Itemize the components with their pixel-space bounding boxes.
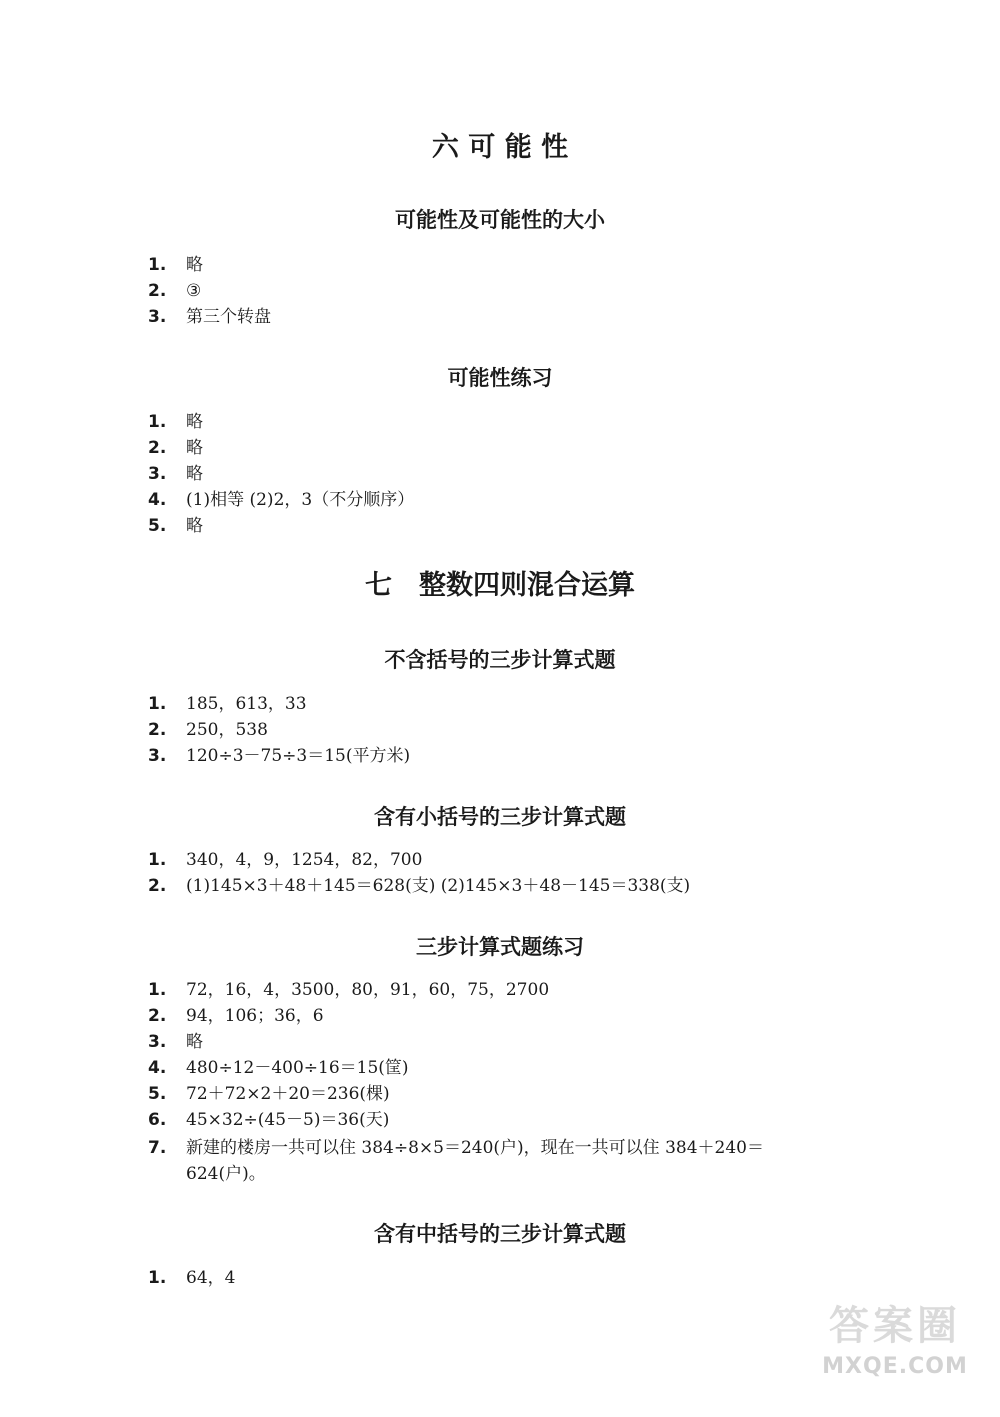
section-title: 不含括号的三步计算式题 (384, 648, 616, 672)
item-number: 2. (148, 720, 167, 740)
item-number: 3. (148, 307, 167, 327)
item-answer: 略 (186, 516, 203, 536)
item-answer-continued: 624(户)。 (186, 1164, 266, 1184)
item-answer: 略 (186, 255, 203, 275)
watermark-logo-text: 答案圈 (829, 1303, 961, 1349)
item-answer: 第三个转盘 (186, 307, 271, 327)
section-title: 含有中括号的三步计算式题 (374, 1222, 626, 1246)
item-number: 1. (148, 850, 167, 870)
item-answer: 480÷12－400÷16＝15(筐) (186, 1058, 409, 1078)
section-title: 可能性练习 (447, 366, 553, 390)
item-answer: 72＋72×2＋20＝236(棵) (186, 1084, 390, 1104)
item-number: 6. (148, 1110, 167, 1130)
item-answer: 略 (186, 438, 203, 458)
item-answer: 64，4 (186, 1268, 236, 1288)
item-number: 2. (148, 438, 167, 458)
item-number: 5. (148, 516, 167, 536)
chapter-title-possibility: 六 可 能 性 (431, 132, 569, 163)
item-number: 1. (148, 694, 167, 714)
item-answer: ③ (186, 281, 202, 301)
item-answer: 120÷3－75÷3＝15(平方米) (186, 746, 411, 766)
item-answer: (1)相等 (2)2，3（不分顺序） (186, 490, 415, 510)
item-answer: 略 (186, 1032, 203, 1052)
item-number: 3. (148, 464, 167, 484)
item-answer: 略 (186, 464, 203, 484)
item-answer: 新建的楼房一共可以住 384÷8×5＝240(户)，现在一共可以住 384＋240＝ (186, 1138, 764, 1158)
item-number: 1. (148, 255, 167, 275)
item-number: 1. (148, 412, 167, 432)
watermark-domain: MXQE.COM (822, 1354, 968, 1379)
item-number: 2. (148, 876, 167, 896)
item-number: 1. (148, 1268, 167, 1288)
section-title: 三步计算式题练习 (416, 935, 584, 959)
item-number: 2. (148, 281, 167, 301)
item-answer: 略 (186, 412, 203, 432)
item-answer: 94，106；36，6 (186, 1006, 324, 1026)
item-number: 7. (148, 1138, 167, 1158)
item-number: 5. (148, 1084, 167, 1104)
item-number: 1. (148, 980, 167, 1000)
item-number: 3. (148, 1032, 167, 1052)
list-item (148, 1135, 868, 1187)
item-number: 3. (148, 746, 167, 766)
section-title: 含有小括号的三步计算式题 (374, 805, 626, 829)
item-answer: 340，4，9，1254，82，700 (186, 850, 423, 870)
item-answer: 185，613，33 (186, 694, 307, 714)
item-answer: 250，538 (186, 720, 268, 740)
item-answer: 72，16，4，3500，80，91，60，75，2700 (186, 980, 550, 1000)
item-number: 4. (148, 490, 167, 510)
site-watermark (800, 1300, 990, 1410)
item-answer: 45×32÷(45－5)＝36(天) (186, 1110, 390, 1130)
item-answer: (1)145×3＋48＋145＝628(支) (2)145×3＋48－145＝338(支) (186, 876, 691, 896)
section-title: 可能性及可能性的大小 (395, 208, 605, 232)
item-number: 4. (148, 1058, 167, 1078)
item-number: 2. (148, 1006, 167, 1026)
chapter-title-integer-operations: 七 整数四则混合运算 (365, 570, 635, 601)
